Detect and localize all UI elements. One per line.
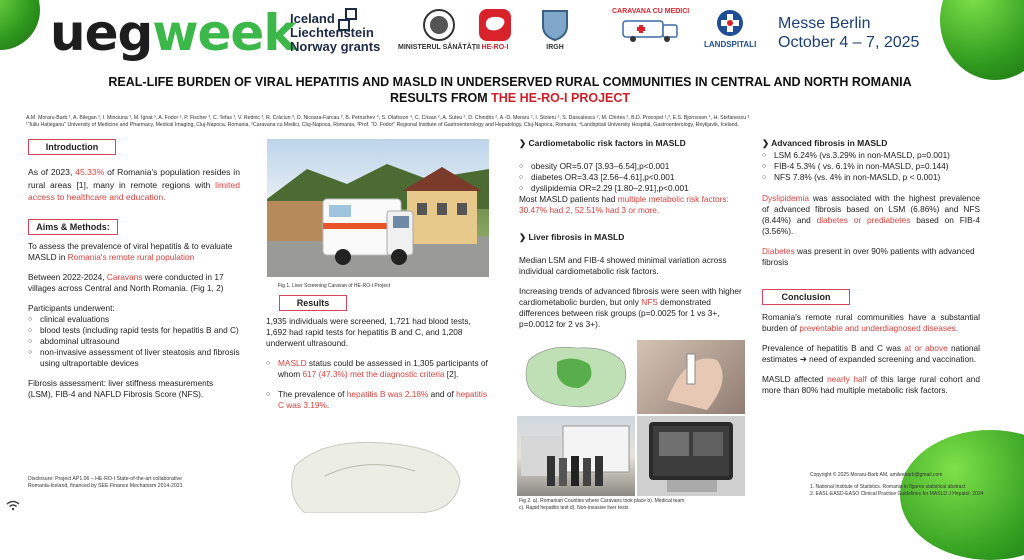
list-item: ○ blood tests (including rapid tests for hepatitis B and C) bbox=[28, 325, 240, 336]
poster-header bbox=[0, 0, 1024, 70]
ministry-seal-icon bbox=[422, 8, 456, 42]
list-item: ○ NFS 7.8% (vs. 4% in non-MASLD, p < 0.001) bbox=[762, 172, 980, 183]
cardiometabolic-heading: ❯ Cardiometabolic risk factors in MASLD bbox=[519, 138, 686, 148]
liver-badge-icon bbox=[478, 8, 512, 42]
wifi-icon bbox=[6, 500, 20, 510]
list-item: ○ FIB-4 5.3% ( vs. 6.1% in non-MASLD, p=0.144) bbox=[762, 161, 980, 172]
advanced-fibrosis-list bbox=[762, 150, 980, 183]
landspitali-cross-icon bbox=[715, 8, 745, 38]
leaf-decoration-left bbox=[0, 0, 40, 50]
author-list: A.M. Moraru-Barb ¹, A. Bilegan ², I. Minciuna ³, M. Ignat ³, A. Fodor ³, P. Fischer ³, C. Tefas ³, V. Rednic ³, R. Crăciun ³, O. Nicoara-Farcau ³, B. Petrushev ⁴, S. Olafsson ⁴, C. Crisan ², A. Suteu ², D. Chindris ², A.-D. Moraru ², I. Stoleru ², S. Dascalescu ², M. Chirtes ², B.D. Procopet ¹,³, E.S. Bjornsson ⁴, H. Stefanescu ³ ¹"Iuliu Hațieganu" University of Medicine and Pharmacy, Medical Imaging, Cluj-Napoca, Romania, ²Caravana cu Medici, Cluj-Napoca, Romania, ³Prof. "O. Fodor" Regional Institute of Gastroenterology and Hepatology, Cluj-Napoca, Romania, ⁴Landspitali University Hospital, Gastroenterology, Reykjavik, Iceland, bbox=[26, 115, 750, 128]
poster-title: REAL-LIFE BURDEN OF VIRAL HEPATITIS AND MASLD IN UNDERSERVED RURAL COMMUNITIES IN CENTRAL AND NORTH ROMANIA RESULTS FROM THE HE-RO-I PROJECT bbox=[108, 75, 912, 105]
list-item: ○ non-invasive assessment of liver steatosis and fibrosis using ultraportable devices bbox=[28, 347, 240, 369]
advanced-fibrosis-heading: ❯ Advanced fibrosis in MASLD bbox=[762, 138, 888, 148]
ministry-logo: MINISTERUL SĂNĂTĂȚII bbox=[398, 8, 480, 51]
references: Copyright © 2025 Moraru-Barb AM, amileebarb@gmail.com 1. National Institute of Statistics. Romania in figures statistical abstract 2. EASL-EASD-EASO Clinical Practice Guidelines for MASLD J Hepatol. 2024 bbox=[810, 472, 984, 497]
rapid-test-photo bbox=[637, 340, 745, 414]
results-text: 1,935 individuals were screened, 1,721 had blood tests, 1,692 had rapid tests for hepatitis B and C, and 1,208 underwent ultrasound. ○ MASLD status could be assessed in 1,305 participants of whom 617 (47.3%) met the diagnostic criteria [2]. ○ The prevalence of hepatitis B was 2.18% and of hepatitis C was 3.19%. bbox=[266, 316, 492, 411]
hero-i-logo: HE-RO-I bbox=[478, 8, 512, 51]
conclusion-heading: Conclusion bbox=[762, 289, 850, 305]
ambulance-icon bbox=[619, 15, 683, 43]
liver-fibrosis-heading: ❯ Liver fibrosis in MASLD bbox=[519, 232, 625, 242]
figure-1-caption: Fig 1. Liver Screening Caravan of HE-RO-I Project bbox=[278, 283, 390, 289]
list-item: ○ LSM 6.24% (vs.3.29% in non-MASLD, p=0.001) bbox=[762, 150, 980, 161]
introduction-text: As of 2023, 45.33% of Romania's population resides in rural areas [1], many in remote regions with limited access to healthcare and education. bbox=[28, 167, 240, 202]
introduction-heading: Introduction bbox=[28, 139, 116, 155]
aims-methods-heading: Aims & Methods: bbox=[28, 219, 118, 235]
landspitali-logo: LANDSPITALI bbox=[704, 8, 756, 49]
ueg-week-logo: uegweek bbox=[50, 4, 296, 62]
figure-2-caption: Fig 2. a). Romanian Counties where Caravans took place b). Medical team c). Rapid hepatitis test d). Non-invasive liver tests bbox=[519, 498, 685, 511]
caravan-photo bbox=[267, 139, 489, 277]
list-item: ○ obesity OR=5.07 [3.93–6.54],p<0.001 bbox=[519, 161, 743, 172]
list-item: ○ abdominal ultrasound bbox=[28, 336, 240, 347]
results-heading: Results bbox=[279, 295, 347, 311]
grants-logo: Iceland Liechtenstein Norway grants bbox=[290, 11, 381, 54]
leaf-decoration-right bbox=[940, 0, 1024, 80]
risk-factor-list bbox=[519, 161, 743, 194]
list-item: ○ The prevalence of hepatitis B was 2.18% and of hepatitis C was 3.19%. bbox=[266, 389, 492, 411]
disclosure-note: Disclosure: Project AP1.06 – HE-RO-I State-of-the-art collaborative Romania-Iceland, financed by SEE Finance Mechanism 2014-2021 bbox=[28, 476, 183, 489]
liver-test-photo bbox=[637, 416, 745, 496]
medical-team-photo bbox=[517, 416, 635, 496]
irgh-logo: IRGH bbox=[540, 8, 570, 51]
event-location: Messe Berlin October 4 – 7, 2025 bbox=[778, 15, 920, 51]
participant-procedures-list bbox=[28, 314, 240, 369]
advanced-fibrosis-text: ○ LSM 6.24% (vs.3.29% in non-MASLD, p=0.001) ○ FIB-4 5.3% ( vs. 6.1% in non-MASLD, p=0.144) ○ NFS 7.8% (vs. 4% in non-MASLD, p < 0.001) Dyslipidemia was associated with the highest prevalence of advanced fibrosis based on LSM (6.86%) and NFS (8.44%) and diabetes or prediabetes based on FIB-4 (3.56%). Diabetes was present in over 90% patients with advanced fibrosis bbox=[762, 150, 980, 277]
figure-2-collage bbox=[517, 340, 745, 496]
liver-fibrosis-text: Median LSM and FIB-4 showed minimal variation across individual cardiometabolic risk factors. Increasing trends of advanced fibrosis were seen with higher cardiometabolic burden, but only NFS demonstrated differences between risk groups (p=0.0025 for 1 vs 3+, p=0.0012 for 2 vs 3+). bbox=[519, 255, 742, 329]
romania-map bbox=[517, 340, 635, 414]
aims-methods-text: To assess the prevalence of viral hepatitis & to evaluate MASLD in Romania's remote rural population Between 2022-2024, Caravans were conducted in 17 villages across Central and North Romania. (Fig 1, 2) Participants underwent: ○ clinical evaluations ○ blood tests (including rapid tests for hepatitis B and C) ○ abdominal ultrasound ○ non-invasive assessment of liver steatosis and fibrosis using ultraportable devices Fibrosis assessment: liver stiffness measurements (LSM), FIB-4 and NAFLD Fibrosis Score (NFS). bbox=[28, 241, 240, 409]
caravana-logo: CARAVANA CU MEDICI bbox=[612, 8, 689, 45]
grants-squares-icon bbox=[338, 8, 360, 32]
irgh-shield-icon bbox=[540, 8, 570, 42]
cardiometabolic-text: ○ obesity OR=5.07 [3.93–6.54],p<0.001 ○ diabetes OR=3.43 [2.56–4.61],p<0.001 ○ dyslipidemia OR=2.29 [1.80–2.91],p<0.001 Most MASLD patients had multiple metabolic risk factors: 30.47% had 2, 52.51% had 3 or more. bbox=[519, 161, 743, 216]
liver-illustration bbox=[285, 436, 465, 513]
list-item: ○ diabetes OR=3.43 [2.56–4.61],p<0.001 bbox=[519, 172, 743, 183]
list-item: ○ MASLD status could be assessed in 1,305 participants of whom 617 (47.3%) met the diagnostic criteria [2]. bbox=[266, 358, 492, 380]
conclusion-text: Romania's remote rural communities have a substantial burden of preventable and underdiagnosed diseases. Prevalence of hepatitis B and C was at or above national estimates ➔ need of expanded screening and vaccination. MASLD affected nearly half of this large rural cohort and more than 80% had multiple metabolic risk factors. bbox=[762, 312, 981, 395]
list-item: ○ dyslipidemia OR=2.29 [1.80–2.91],p<0.001 bbox=[519, 183, 743, 194]
results-list bbox=[266, 358, 492, 411]
list-item: ○ clinical evaluations bbox=[28, 314, 240, 325]
